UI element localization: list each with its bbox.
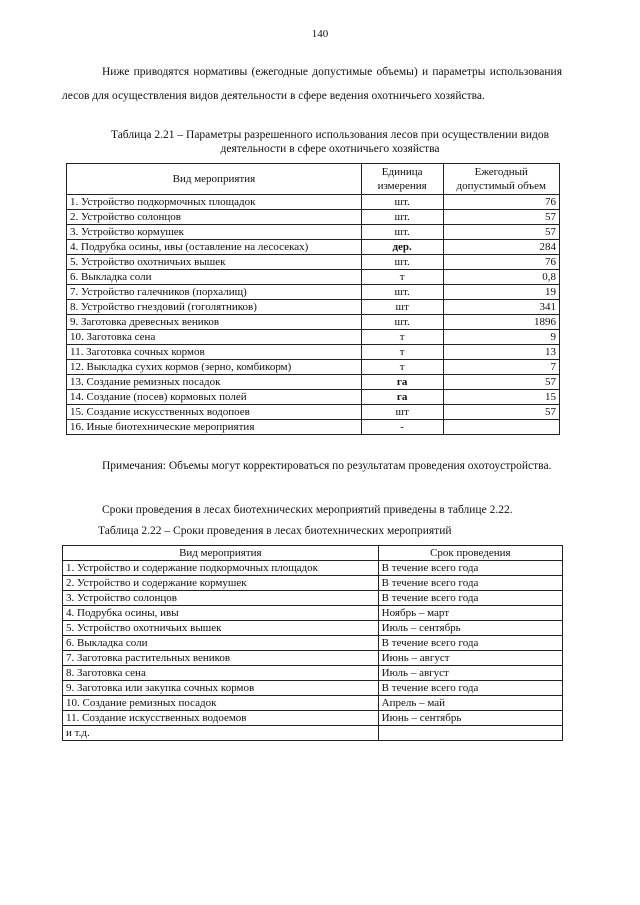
activity-cell: 6. Выкладка соли (63, 636, 379, 651)
unit-cell: га (361, 375, 443, 390)
table-row (63, 681, 563, 696)
table2-body (63, 561, 563, 741)
table2-caption: Таблица 2.22 – Сроки проведения в лесах биотехнических мероприятий (98, 525, 452, 537)
period-cell: Ноябрь – март (378, 606, 562, 621)
period-cell: Апрель – май (378, 696, 562, 711)
table-row (63, 621, 563, 636)
unit-cell: шт. (361, 315, 443, 330)
unit-cell: га (361, 390, 443, 405)
period-cell: В течение всего года (378, 561, 562, 576)
table1-caption: Таблица 2.21 – Параметры разрешенного использования лесов при осуществлении видов деятельности в сфере охотничьего хозяйства (110, 129, 550, 155)
table-row (63, 606, 563, 621)
unit-cell: т (361, 270, 443, 285)
volume-cell: 13 (443, 345, 559, 360)
activity-cell: 7. Заготовка растительных веников (63, 651, 379, 666)
unit-cell: шт (361, 300, 443, 315)
unit-cell: шт. (361, 225, 443, 240)
activity-cell: 13. Создание ремизных посадок (67, 375, 362, 390)
activity-cell: 11. Создание искусственных водоемов (63, 711, 379, 726)
volume-cell: 7 (443, 360, 559, 375)
activity-cell: 16. Иные биотехнические мероприятия (67, 420, 362, 435)
table-row (67, 345, 560, 360)
activity-cell: 4. Подрубка осины, ивы (63, 606, 379, 621)
table-row (67, 375, 560, 390)
activity-cell: 4. Подрубка осины, ивы (оставление на лесосеках) (67, 240, 362, 255)
activity-cell: 2. Устройство и содержание кормушек (63, 576, 379, 591)
volume-cell: 15 (443, 390, 559, 405)
volume-cell: 57 (443, 375, 559, 390)
table1-body (67, 195, 560, 435)
unit-cell: шт. (361, 255, 443, 270)
intro-paragraph: Ниже приводятся нормативы (ежегодные допустимые объемы) и параметры использования лесов для осуществления видов деятельности в сфере ведения охотничьего хозяйства. (62, 66, 562, 102)
table-row (67, 315, 560, 330)
table-row (63, 636, 563, 651)
unit-cell: шт. (361, 285, 443, 300)
table-row (67, 405, 560, 420)
table-row (63, 576, 563, 591)
table-row (67, 255, 560, 270)
hunting-parameters-table (66, 163, 560, 435)
period-cell: В течение всего года (378, 681, 562, 696)
activity-cell: 5. Устройство охотничьих вышек (67, 255, 362, 270)
table-row (63, 726, 563, 741)
period-cell: Июнь – август (378, 651, 562, 666)
period-cell: Июль – август (378, 666, 562, 681)
table-row (67, 420, 560, 435)
column-header-volume: Ежегодный допустимый объем (443, 164, 559, 195)
table-row (67, 285, 560, 300)
period-cell: Июнь – сентябрь (378, 711, 562, 726)
volume-cell: 57 (443, 405, 559, 420)
period-cell: Июль – сентябрь (378, 621, 562, 636)
unit-cell: шт. (361, 195, 443, 210)
activity-cell: 14. Создание (посев) кормовых полей (67, 390, 362, 405)
activity-cell: 8. Заготовка сена (63, 666, 379, 681)
activity-cell: 3. Устройство солонцов (63, 591, 379, 606)
volume-cell (443, 420, 559, 435)
table-row (67, 390, 560, 405)
volume-cell: 57 (443, 210, 559, 225)
volume-cell: 1896 (443, 315, 559, 330)
period-cell (378, 726, 562, 741)
table-row (67, 210, 560, 225)
schedule-table (62, 545, 563, 741)
unit-cell: - (361, 420, 443, 435)
activity-cell: 1. Устройство подкормочных площадок (67, 195, 362, 210)
activity-cell: 15. Создание искусственных водопоев (67, 405, 362, 420)
activity-cell: 7. Устройство галечников (порхалищ) (67, 285, 362, 300)
volume-cell: 76 (443, 195, 559, 210)
table-row (67, 300, 560, 315)
table-row (67, 360, 560, 375)
activity-cell: 2. Устройство солонцов (67, 210, 362, 225)
column-header-unit: Единица измерения (361, 164, 443, 195)
volume-cell: 341 (443, 300, 559, 315)
volume-cell: 19 (443, 285, 559, 300)
table-row (67, 270, 560, 285)
table-row (63, 666, 563, 681)
activity-cell: 3. Устройство кормушек (67, 225, 362, 240)
activity-cell: 10. Заготовка сена (67, 330, 362, 345)
activity-cell: 8. Устройство гнездовий (гоголятников) (67, 300, 362, 315)
period-cell: В течение всего года (378, 591, 562, 606)
unit-cell: дер. (361, 240, 443, 255)
table-row (63, 561, 563, 576)
schedule-paragraph: Сроки проведения в лесах биотехнических мероприятий приведены в таблице 2.22. (102, 504, 513, 516)
table-row (63, 591, 563, 606)
period-cell: В течение всего года (378, 576, 562, 591)
volume-cell: 76 (443, 255, 559, 270)
activity-cell: 5. Устройство охотничьих вышек (63, 621, 379, 636)
activity-cell: 12. Выкладка сухих кормов (зерно, комбикорм) (67, 360, 362, 375)
volume-cell: 9 (443, 330, 559, 345)
table-row (67, 330, 560, 345)
activity-cell: и т.д. (63, 726, 379, 741)
table-row (63, 651, 563, 666)
unit-cell: т (361, 330, 443, 345)
table-row (67, 240, 560, 255)
column-header-activity: Вид мероприятия (67, 164, 362, 195)
activity-cell: 6. Выкладка соли (67, 270, 362, 285)
table-header-row (63, 546, 563, 561)
column-header-activity: Вид мероприятия (63, 546, 379, 561)
table-header-row (67, 164, 560, 195)
volume-cell: 57 (443, 225, 559, 240)
activity-cell: 9. Заготовка древесных веников (67, 315, 362, 330)
unit-cell: т (361, 345, 443, 360)
period-cell: В течение всего года (378, 636, 562, 651)
page-number: 140 (311, 28, 329, 40)
activity-cell: 9. Заготовка или закупка сочных кормов (63, 681, 379, 696)
activity-cell: 10. Создание ремизных посадок (63, 696, 379, 711)
note-paragraph: Примечания: Объемы могут корректироваться по результатам проведения охотоустройства. (102, 460, 552, 472)
table-row (63, 711, 563, 726)
column-header-period: Срок проведения (378, 546, 562, 561)
table-row (67, 195, 560, 210)
table-row (63, 696, 563, 711)
unit-cell: шт. (361, 210, 443, 225)
unit-cell: т (361, 360, 443, 375)
table-row (67, 225, 560, 240)
volume-cell: 0,8 (443, 270, 559, 285)
activity-cell: 1. Устройство и содержание подкормочных площадок (63, 561, 379, 576)
activity-cell: 11. Заготовка сочных кормов (67, 345, 362, 360)
volume-cell: 284 (443, 240, 559, 255)
unit-cell: шт (361, 405, 443, 420)
